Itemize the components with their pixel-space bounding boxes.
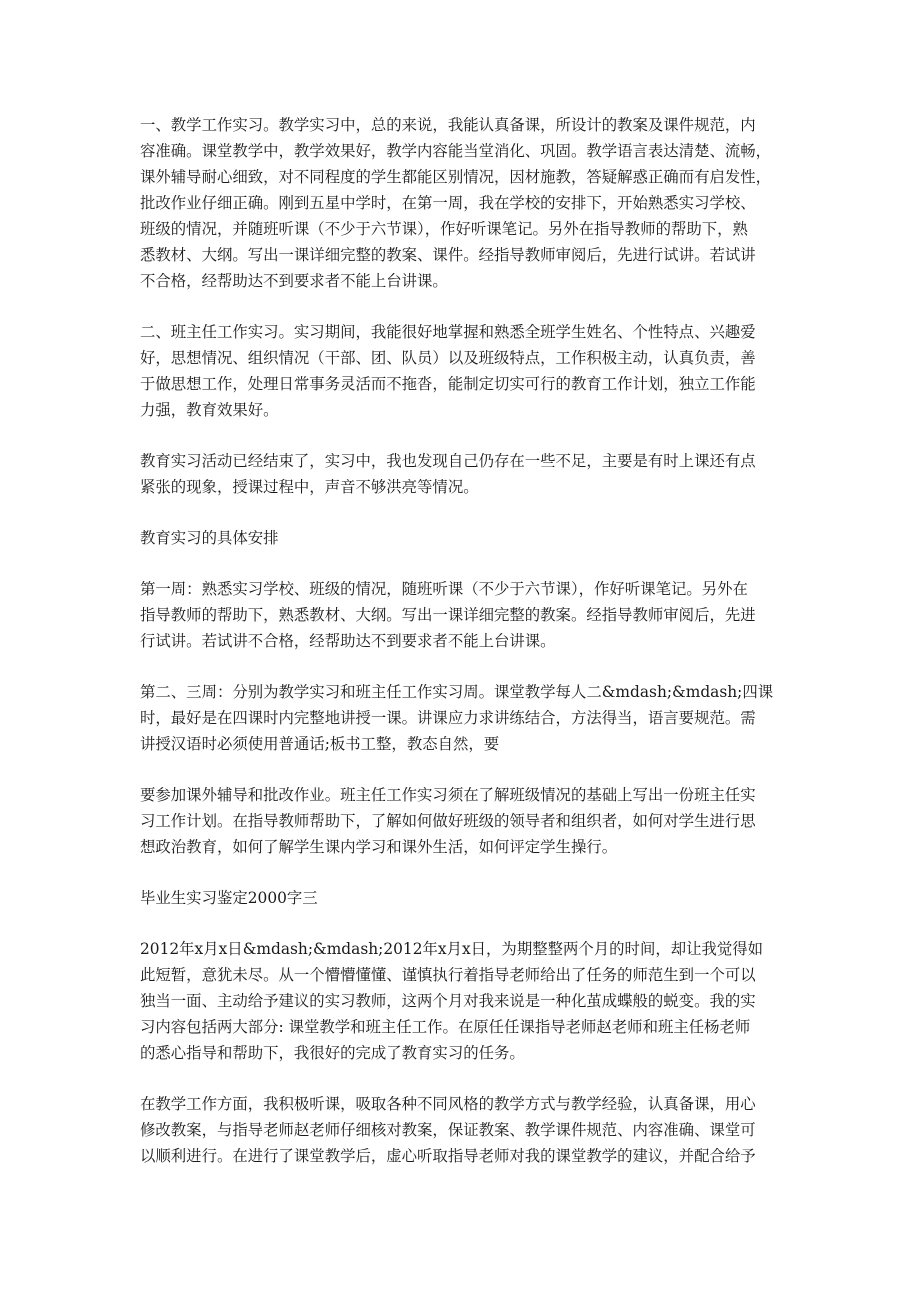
text-line: 想政治教育，如何了解学生课内学习和课外生活，如何评定学生操行。: [140, 838, 618, 856]
text-line: 紧张的现象，授课过程中，声音不够洪亮等情况。: [140, 478, 479, 496]
section-heading-schedule: [140, 525, 800, 551]
text-line: 以顺利进行。在进行了课堂教学后，虚心听取指导老师对我的课堂教学的建议，并配合给予: [140, 1147, 756, 1165]
paragraph-head-teacher-practice: [140, 319, 800, 423]
text-line: 习内容包括两大部分: 课堂教学和班主任工作。在原任任课指导老师赵老师和班主任杨老师: [140, 1018, 751, 1036]
text-line: 班级的情况，并随班听课（不少于六节课），作好听课笔记。另外在指导教师的帮助下，熟: [140, 220, 748, 238]
heading-text: 教育实习的具体安排: [140, 529, 279, 547]
paragraph-weeks-two-three: [140, 679, 800, 757]
text-line: 悉教材、大纲。写出一课详细完整的教案、课件。经指导教师审阅后，先进行试讲。若试讲: [140, 246, 756, 264]
heading-text: 毕业生实习鉴定2000字三: [140, 889, 318, 907]
text-line: 于做思想工作，处理日常事务灵活而不拖沓，能制定切实可行的教育工作计划，独立工作能: [140, 375, 756, 393]
text-line: 好，思想情况、组织情况（干部、团、队员）以及班级特点，工作积极主动，认真负责，善: [140, 349, 756, 367]
paragraph-teaching-work: [140, 1091, 800, 1169]
text-line: 的悉心指导和帮助下，我很好的完成了教育实习的任务。: [140, 1044, 525, 1062]
text-line: 时，最好是在四课时内完整地讲授一课。讲课应力求讲练结合，方法得当，语言要规范。需: [140, 709, 756, 727]
text-line: 指导教师的帮助下，熟悉教材、大纲。写出一课详细完整的教案。经指导教师审阅后，先进: [140, 606, 756, 624]
section-heading-appraisal: [140, 885, 800, 911]
text-line: 行试讲。若试讲不合格，经帮助达不到要求者不能上台讲课。: [140, 632, 556, 650]
text-line: 第二、三周：分别为教学实习和班主任工作实习周。课堂教学每人二&mdash;&mdash;四课: [140, 683, 774, 701]
text-line: 课外辅导耐心细致，对不同程度的学生都能区别情况，因材施教，答疑解惑正确而有启发性，: [140, 168, 772, 186]
paragraph-tutoring: [140, 782, 800, 860]
text-line: 要参加课外辅导和批改作业。班主任工作实习须在了解班级情况的基础上写出一份班主任实: [140, 786, 756, 804]
text-line: 批改作业仔细正确。刚到五星中学时，在第一周，我在学校的安排下，开始熟悉实习学校、: [140, 194, 756, 212]
text-line: 二、班主任工作实习。实习期间，我能很好地掌握和熟悉全班学生姓名、个性特点、兴趣爱: [140, 323, 756, 341]
text-line: 独当一面、主动给予建议的实习教师，这两个月对我来说是一种化茧成蝶般的蜕变。我的实: [140, 992, 756, 1010]
text-line: 第一周：熟悉实习学校、班级的情况，随班听课（不少于六节课），作好听课笔记。另外在: [140, 580, 748, 598]
text-line: 容准确。课堂教学中，教学效果好，教学内容能当堂消化、巩固。教学语言表达清楚、流畅，: [140, 142, 772, 160]
text-line: 讲授汉语时必须使用普通话;板书工整，教态自然，要: [140, 735, 500, 753]
document-body: [140, 112, 800, 1194]
paragraph-two-months: [140, 936, 800, 1066]
text-line: 修改教案，与指导老师赵老师仔细核对教案，保证教案、教学课件规范、内容准确、课堂可: [140, 1121, 756, 1139]
text-line: 教育实习活动已经结束了，实习中，我也发现自己仍存在一些不足，主要是有时上课还有点: [140, 452, 756, 470]
paragraph-week-one: [140, 576, 800, 654]
paragraph-teaching-practice: [140, 112, 800, 294]
text-line: 力强，教育效果好。: [140, 401, 279, 419]
text-line: 此短暂，意犹未尽。从一个懵懵懂懂、谨慎执行着指导老师给出了任务的师范生到一个可以: [140, 966, 756, 984]
text-line: 习工作计划。在指导教师帮助下，了解如何做好班级的领导者和组织者，如何对学生进行思: [140, 812, 756, 830]
text-line: 在教学工作方面，我积极听课，吸取各种不同风格的教学方式与教学经验，认真备课，用心: [140, 1095, 756, 1113]
text-line: 2012年x月x日&mdash;&mdash;2012年x月x日，为期整整两个月的时间，却让我觉得如: [140, 940, 764, 958]
text-line: 不合格，经帮助达不到要求者不能上台讲课。: [140, 272, 448, 290]
text-line: 一、教学工作实习。教学实习中，总的来说，我能认真备课，所设计的教案及课件规范，内: [140, 116, 756, 134]
paragraph-shortcomings: [140, 448, 800, 500]
